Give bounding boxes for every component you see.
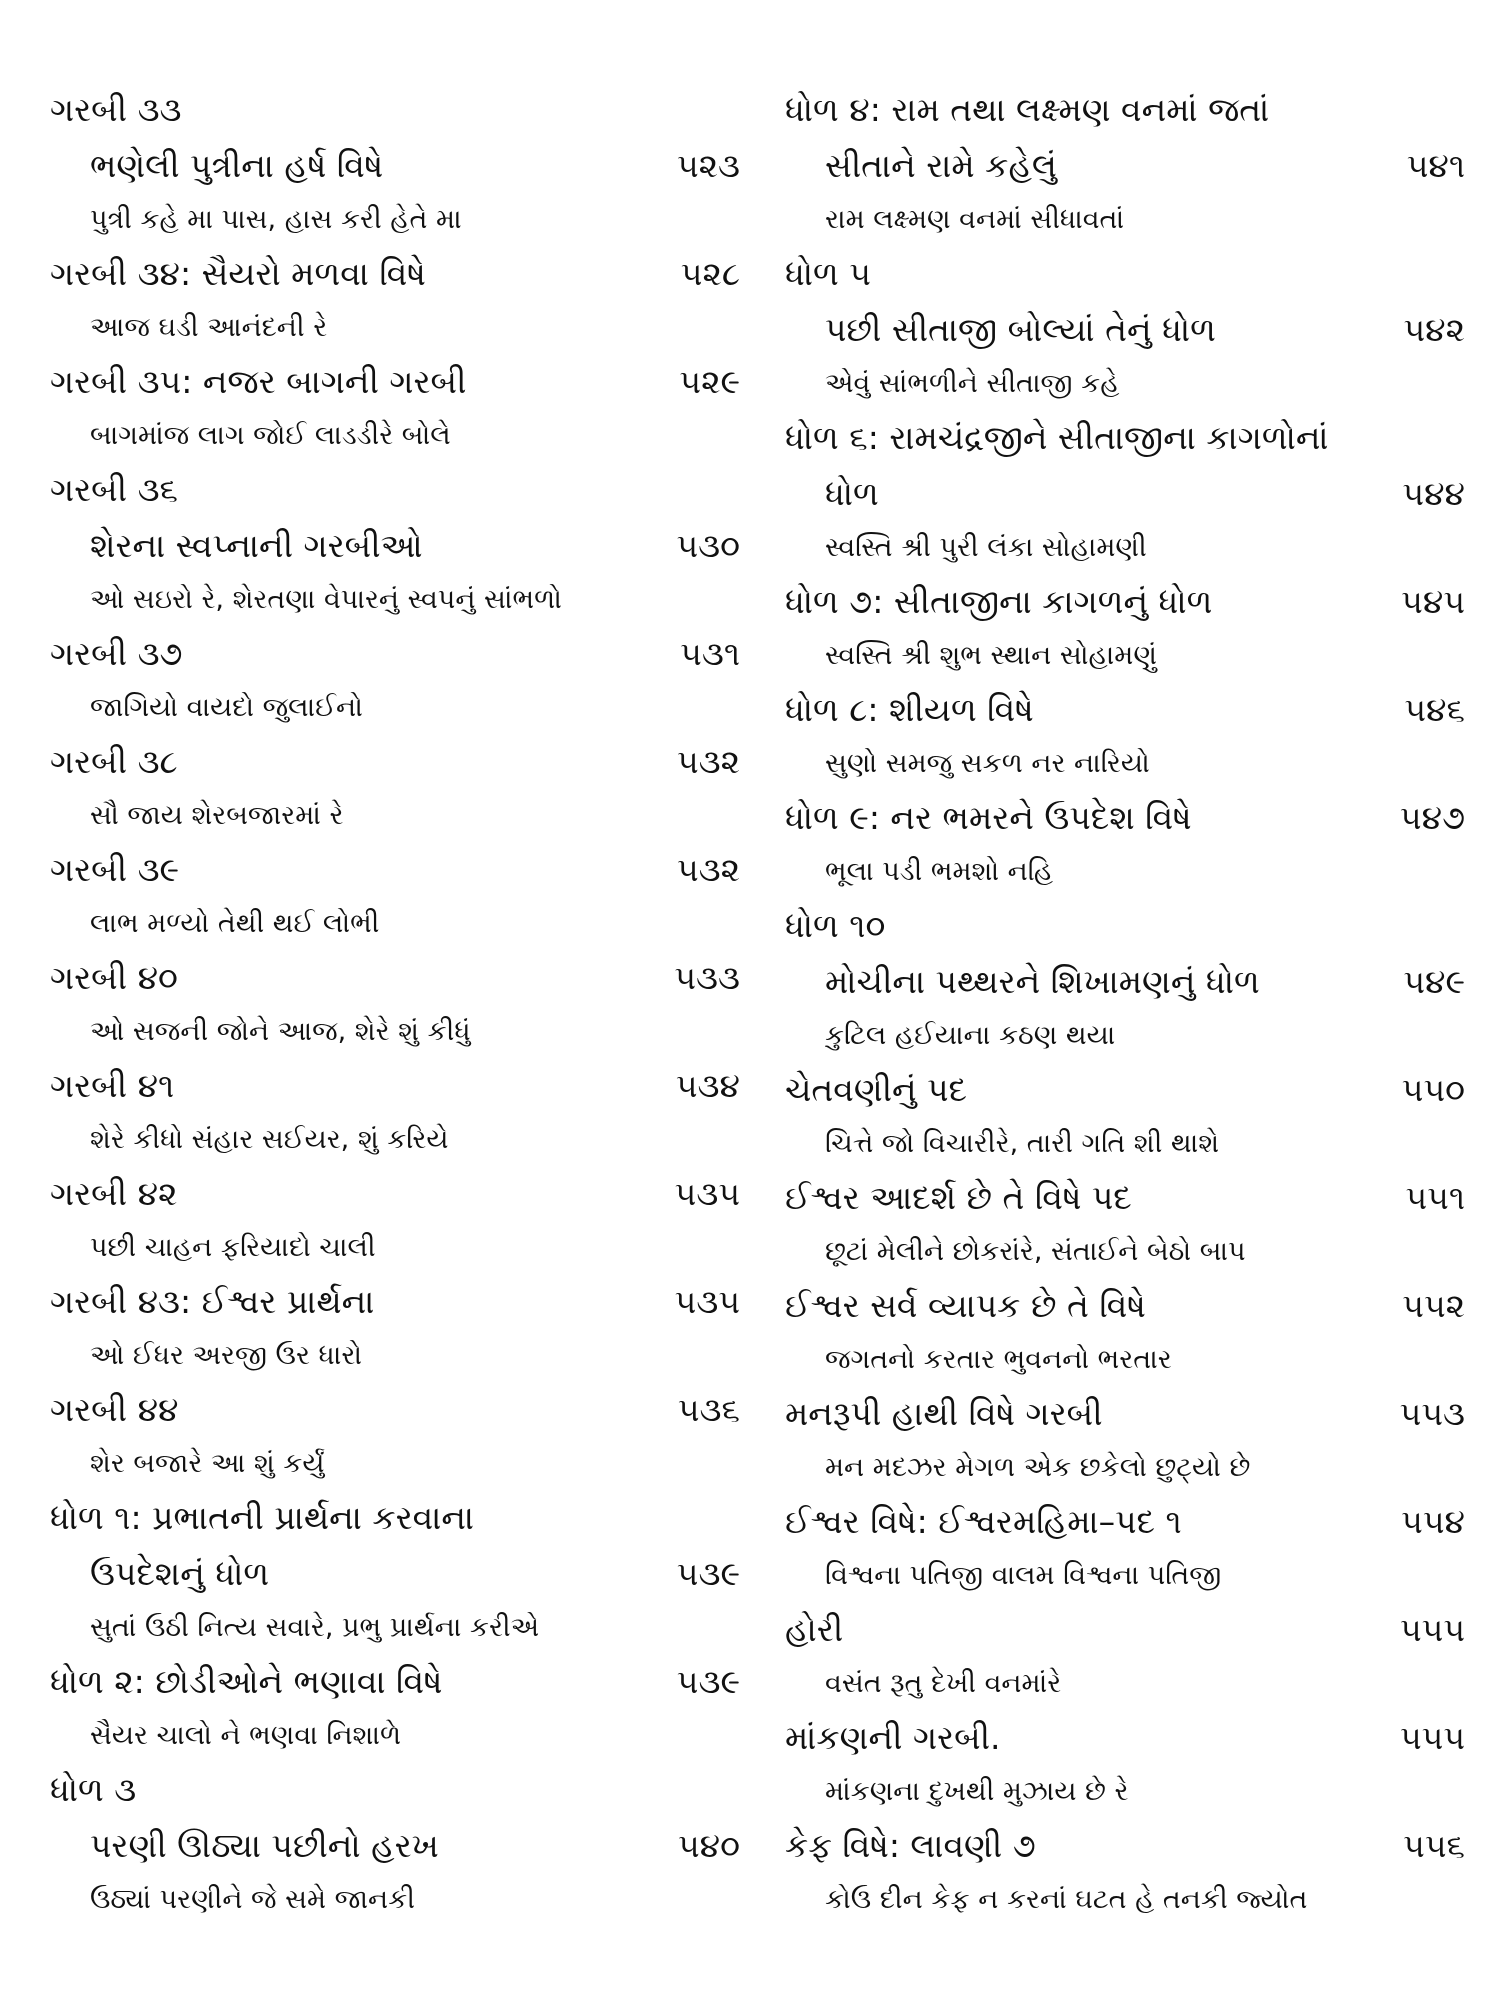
left-column [50, 82, 740, 1926]
first-line-label: સૌ જાય શેરબજારમાં રે [90, 800, 344, 831]
first-line-text [50, 1602, 740, 1654]
index-entry [785, 302, 1465, 358]
index-entry [785, 466, 1465, 522]
first-line-label: શેરે કીધો સંહાર સઈયર, શું કરિયે [90, 1124, 449, 1155]
index-entry [785, 1170, 1465, 1226]
entry-title: ગરબી ૪૧ [50, 1066, 175, 1105]
entry-title: ઉપદેશનું ધોળ [90, 1554, 270, 1593]
page-number: ૫૩૦ [676, 526, 740, 565]
page-number: ૫૪૫ [1401, 582, 1465, 621]
first-line-text [785, 1334, 1465, 1386]
first-line-label: સૈયર ચાલો ને ભણવા નિશાળે [90, 1720, 402, 1751]
first-line-label: લાભ મળ્યો તેથી થઈ લોભી [90, 908, 380, 939]
first-line-text [50, 790, 740, 842]
entry-title: ચેતવણીનું પદ [785, 1070, 967, 1109]
first-line-label: સ્વસ્તિ શ્રી પુરી લંકા સોહામણી [825, 532, 1147, 563]
first-line-text [50, 1114, 740, 1166]
index-entry [50, 1654, 740, 1710]
page-number: ૫૪૬ [1404, 690, 1465, 729]
first-line-label: જાગિયો વાયદો જુલાઈનો [90, 692, 363, 723]
index-entry [50, 246, 740, 302]
entry-title: ગરબી ૩૫: નજર બાગની ગરબી [50, 362, 467, 401]
index-entry [50, 462, 740, 518]
index-entry [50, 1762, 740, 1818]
index-entry [50, 1058, 740, 1114]
first-line-text [50, 1006, 740, 1058]
entry-title: ગરબી ૩૪: સૈયરો મળવા વિષે [50, 254, 426, 293]
first-line-text [785, 846, 1465, 898]
index-entry [785, 1602, 1465, 1658]
index-entry [50, 950, 740, 1006]
index-entry [785, 1386, 1465, 1442]
index-entry [785, 246, 1465, 302]
first-line-label: કુટિલ હઈયાના કઠણ થયા [825, 1020, 1116, 1051]
first-line-label: છૂટાં મેલીને છોકરાંરે, સંતાઈને બેઠો બાપ [825, 1236, 1246, 1267]
page-number: ૫૩૪ [675, 1066, 740, 1105]
first-line-text [785, 1766, 1465, 1818]
entry-title: ગરબી ૩૭ [50, 634, 183, 673]
entry-title: ઈશ્વર વિષે: ઈશ્વરમહિમા–પદ ૧ [785, 1502, 1182, 1541]
first-line-text [50, 574, 740, 626]
page-number: ૫૩૫ [674, 1282, 740, 1321]
page-number: ૫૫૦ [1401, 1070, 1465, 1109]
first-line-text [50, 1222, 740, 1274]
entry-title: ધોળ ૬: રામચંદ્રજીને સીતાજીના કાગળોનાં [785, 418, 1329, 457]
first-line-text [50, 1438, 740, 1490]
first-line-label: સુતાં ઉઠી નિત્ય સવારે, પ્રભુ પ્રાર્થના કરીએ [90, 1612, 540, 1643]
index-entry [50, 1166, 740, 1222]
first-line-label: પુત્રી કહે મા પાસ, હાસ કરી હેતે મા [90, 204, 462, 235]
first-line-label: ભૂલા પડી ભમશો નહિ [825, 856, 1054, 887]
first-line-label: બાગમાંજ લાગ જોઈ લાડડીરે બોલે [90, 420, 451, 451]
first-line-text [785, 1874, 1465, 1926]
entry-title: ગરબી ૪૨ [50, 1174, 178, 1213]
page-number: ૫૪૪ [1402, 474, 1465, 513]
page-number: ૫૩૬ [677, 1390, 740, 1429]
index-entry [785, 898, 1465, 954]
page-number: ૫૨૯ [679, 362, 740, 401]
first-line-text [50, 1330, 740, 1382]
first-line-label: વિશ્વના પતિજી વાલમ વિશ્વના પતિજી [825, 1560, 1222, 1591]
first-line-text [50, 302, 740, 354]
first-line-text [785, 194, 1465, 246]
entry-title: ગરબી ૩૩ [50, 90, 182, 129]
entry-title: સીતાને રામે કહેલું [825, 146, 1057, 185]
entry-title: ધોળ ૪: રામ તથા લક્ષ્મણ વનમાં જતાં [785, 90, 1270, 129]
page-number: ૫૫૩ [1399, 1394, 1465, 1433]
first-line-label: વસંત રૂતુ દેખી વનમાંરે [825, 1668, 1062, 1699]
first-line-label: આજ ઘડી આનંદની રે [90, 312, 328, 343]
entry-title: ધોળ ૮: શીયળ વિષે [785, 690, 1034, 729]
page-number: ૫૩૧ [680, 634, 740, 673]
page-number: ૫૪૭ [1399, 798, 1465, 837]
index-entry [50, 734, 740, 790]
index-entry [785, 138, 1465, 194]
first-line-text [50, 410, 740, 462]
entry-title: શેરના સ્વપ્નાની ગરબીઓ [90, 526, 423, 565]
page-number: ૫૩૫ [674, 1174, 740, 1213]
first-line-label: ઓ સઇરો રે, શેરતણા વેપારનું સ્વપનું સાંભળો [90, 584, 562, 615]
page-number: ૫૪૯ [1403, 962, 1465, 1001]
first-line-text [785, 1226, 1465, 1278]
first-line-text [785, 1010, 1465, 1062]
first-line-text [50, 194, 740, 246]
index-entry [50, 1382, 740, 1438]
entry-title: ધોળ [825, 474, 879, 513]
entry-title: મનરૂપી હાથી વિષે ગરબી [785, 1394, 1103, 1433]
first-line-label: મન મદઝર મેગળ એક છકેલો છુટ્યો છે [825, 1452, 1251, 1483]
first-line-text [785, 1118, 1465, 1170]
index-entry [50, 1274, 740, 1330]
first-line-label: રામ લક્ષ્મણ વનમાં સીધાવતાં [825, 204, 1125, 235]
index-entry [50, 842, 740, 898]
entry-title: ભણેલી પુત્રીના હર્ષ વિષે [90, 146, 384, 185]
entry-title: પરણી ઊઠ્યા પછીનો હરખ [90, 1826, 439, 1865]
first-line-label: જગતનો કરતાર ભુવનનો ભરતાર [825, 1344, 1172, 1375]
first-line-text [785, 358, 1465, 410]
first-line-text [785, 522, 1465, 574]
page-number: ૫૩૯ [676, 1662, 740, 1701]
page-number: ૫૫૬ [1403, 1826, 1465, 1865]
page-number: ૫૨૩ [676, 146, 740, 185]
entry-title: ધોળ ૧૦ [785, 906, 886, 945]
entry-title: ઈશ્વર આદર્શ છે તે વિષે પદ [785, 1178, 1132, 1217]
first-line-label: સુણો સમજુ સકળ નર નારિયો [825, 748, 1150, 779]
index-entry [50, 138, 740, 194]
index-entry [785, 1494, 1465, 1550]
entry-title: ગરબી ૪૩: ઈશ્વર પ્રાર્થના [50, 1282, 375, 1321]
index-entry [785, 790, 1465, 846]
entry-title: ગરબી ૩૮ [50, 742, 178, 781]
first-line-label: એવું સાંભળીને સીતાજી કહે [825, 368, 1120, 399]
first-line-text [785, 1550, 1465, 1602]
first-line-text [785, 630, 1465, 682]
page-number: ૫૫૧ [1405, 1178, 1465, 1217]
first-line-text [785, 1442, 1465, 1494]
index-entry [785, 1710, 1465, 1766]
first-line-label: ઉઠ્યાં પરણીને જે સમે જાનકી [90, 1884, 415, 1915]
page-number: ૫૨૮ [680, 254, 740, 293]
entry-title: ગરબી ૪૪ [50, 1390, 179, 1429]
page-number: ૫૫૫ [1399, 1610, 1465, 1649]
index-entry [785, 1062, 1465, 1118]
entry-title: ધોળ ૭: સીતાજીના કાગળનું ધોળ [785, 582, 1213, 621]
first-line-label: કોઉ દીન કેફ ન કરનાં ઘટત હે તનકી જ્યોત [825, 1884, 1308, 1915]
first-line-label: સ્વસ્તિ શ્રી શુભ સ્થાન સોહામણું [825, 640, 1157, 671]
page-number: ૫૪૨ [1403, 310, 1465, 349]
first-line-text [785, 738, 1465, 790]
first-line-label: ઓ ઈધર અરજી ઉર ધારો [90, 1340, 363, 1371]
first-line-text [50, 898, 740, 950]
index-entry [50, 1818, 740, 1874]
entry-title: ગરબી ૩૯ [50, 850, 180, 889]
page-number: ૫૩૨ [676, 850, 740, 889]
first-line-label: માંકણના દુખથી મુઝાય છે રે [825, 1776, 1129, 1807]
page-number: ૫૪૧ [1406, 146, 1465, 185]
first-line-label: ચિત્તે જો વિચારીરે, તારી ગતિ શી થાશે [825, 1128, 1220, 1159]
entry-title: ગરબી ૩૬ [50, 470, 179, 509]
page-number: ૫૪૦ [677, 1826, 740, 1865]
index-entry [785, 1278, 1465, 1334]
index-entry [50, 518, 740, 574]
page-number: ૫૫૪ [1401, 1502, 1465, 1541]
index-entry [50, 626, 740, 682]
index-entry [50, 1490, 740, 1546]
page-number: ૫૫૨ [1402, 1286, 1465, 1325]
page-number: ૫૩૯ [676, 1554, 740, 1593]
index-entry [50, 354, 740, 410]
first-line-label: શેર બજારે આ શું કર્યું [90, 1448, 325, 1479]
first-line-label: પછી ચાહન ફરિયાદો ચાલી [90, 1232, 376, 1263]
entry-title: પછી સીતાજી બોલ્યાં તેનું ધોળ [825, 310, 1216, 349]
entry-title: ધોળ ૯: નર ભમરને ઉપદેશ વિષે [785, 798, 1192, 837]
entry-title: માંકણની ગરબી. [785, 1718, 1001, 1757]
first-line-text [50, 1874, 740, 1926]
first-line-text [50, 1710, 740, 1762]
right-column [785, 82, 1465, 1926]
entry-title: ગરબી ૪૦ [50, 958, 178, 997]
index-entry [785, 410, 1465, 466]
entry-title: ધોળ ૩ [50, 1770, 137, 1809]
first-line-text [785, 1658, 1465, 1710]
entry-title: ઈશ્વર સર્વ વ્યાપક છે તે વિષે [785, 1286, 1146, 1325]
entry-title: મોચીના પથ્થરને શિખામણનું ધોળ [825, 962, 1260, 1001]
entry-title: હોરી [785, 1610, 844, 1649]
first-line-label: ઓ સજની જોને આજ, શેરે શું કીધું [90, 1016, 471, 1047]
entry-title: કેફ વિષે: લાવણી ૭ [785, 1826, 1036, 1865]
index-entry [50, 82, 740, 138]
first-line-text [50, 682, 740, 734]
index-entry [785, 82, 1465, 138]
page-number: ૫૩૩ [674, 958, 740, 997]
entry-title: ધોળ ૫ [785, 254, 871, 293]
page-number: ૫૫૫ [1399, 1718, 1465, 1757]
index-entry [50, 1546, 740, 1602]
index-entry [785, 1818, 1465, 1874]
entry-title: ધોળ ૧: પ્રભાતની પ્રાર્થના કરવાના [50, 1498, 474, 1537]
page-number: ૫૩૨ [676, 742, 740, 781]
index-entry [785, 574, 1465, 630]
entry-title: ધોળ ૨: છોડીઓને ભણાવા વિષે [50, 1662, 443, 1701]
index-entry [785, 954, 1465, 1010]
index-entry [785, 682, 1465, 738]
